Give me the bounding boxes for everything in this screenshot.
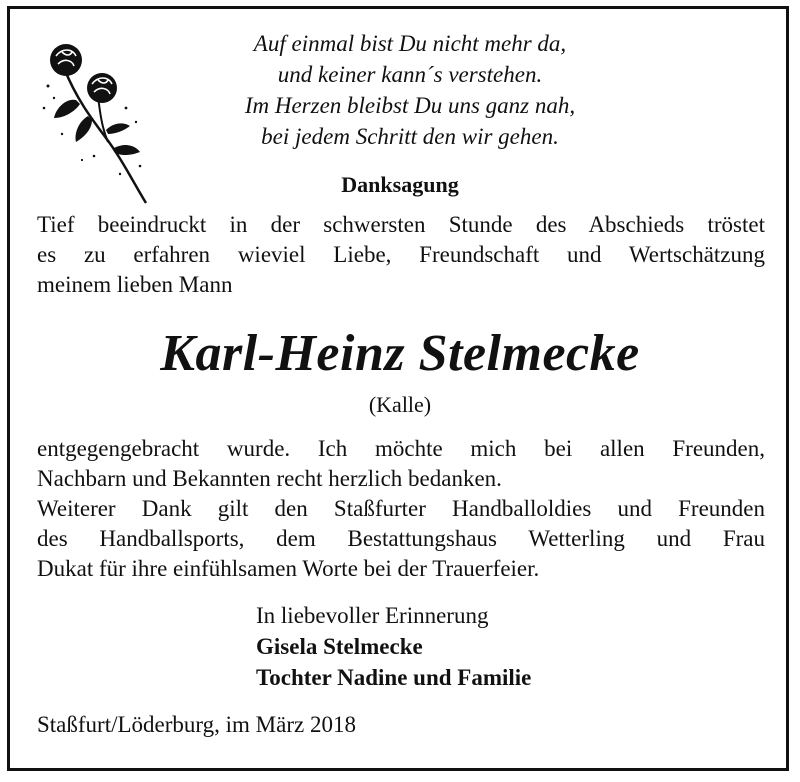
- body-line: Weiterer Dank gilt den Staßfurter Handballoldies und Freunden: [37, 496, 765, 521]
- body-line: Dukat für ihre einfühlsamen Worte bei der Trauerfeier.: [37, 556, 540, 581]
- intro-line: Tief beeindruckt in der schwersten Stunde des Abschieds tröstet: [37, 212, 765, 237]
- body-line: Nachbarn und Bekannten recht herzlich bedanken.: [37, 466, 502, 491]
- poem-line: und keiner kann´s verstehen.: [277, 62, 543, 87]
- deceased-name: Karl-Heinz Stelmecke: [160, 325, 640, 382]
- deceased-nickname: (Kalle): [368, 392, 432, 417]
- place-date: Staßfurt/Löderburg, im März 2018: [37, 712, 356, 737]
- intro-line: meinem lieben Mann: [37, 272, 233, 297]
- signoff-name: Gisela Stelmecke: [256, 634, 423, 659]
- body-line: des Handballsports, dem Bestattungshaus Wetterling und Frau: [37, 526, 765, 551]
- signoff-family: Tochter Nadine und Familie: [256, 665, 532, 690]
- intro-paragraph: [37, 210, 765, 300]
- body-line: entgegengebracht wurde. Ich möchte mich bei allen Freunden,: [37, 436, 765, 461]
- poem: [170, 28, 650, 152]
- signoff: [256, 600, 531, 693]
- heading: Danksagung: [341, 172, 459, 197]
- intro-line: es zu erfahren wieviel Liebe, Freundschaft und Wertschätzung: [37, 242, 765, 267]
- signoff-phrase: In liebevoller Erinnerung: [256, 603, 489, 628]
- body-paragraph: [37, 434, 765, 584]
- poem-line: Im Herzen bleibst Du uns ganz nah,: [244, 93, 576, 118]
- poem-line: bei jedem Schritt den wir gehen.: [261, 124, 559, 149]
- poem-line: Auf einmal bist Du nicht mehr da,: [253, 31, 567, 56]
